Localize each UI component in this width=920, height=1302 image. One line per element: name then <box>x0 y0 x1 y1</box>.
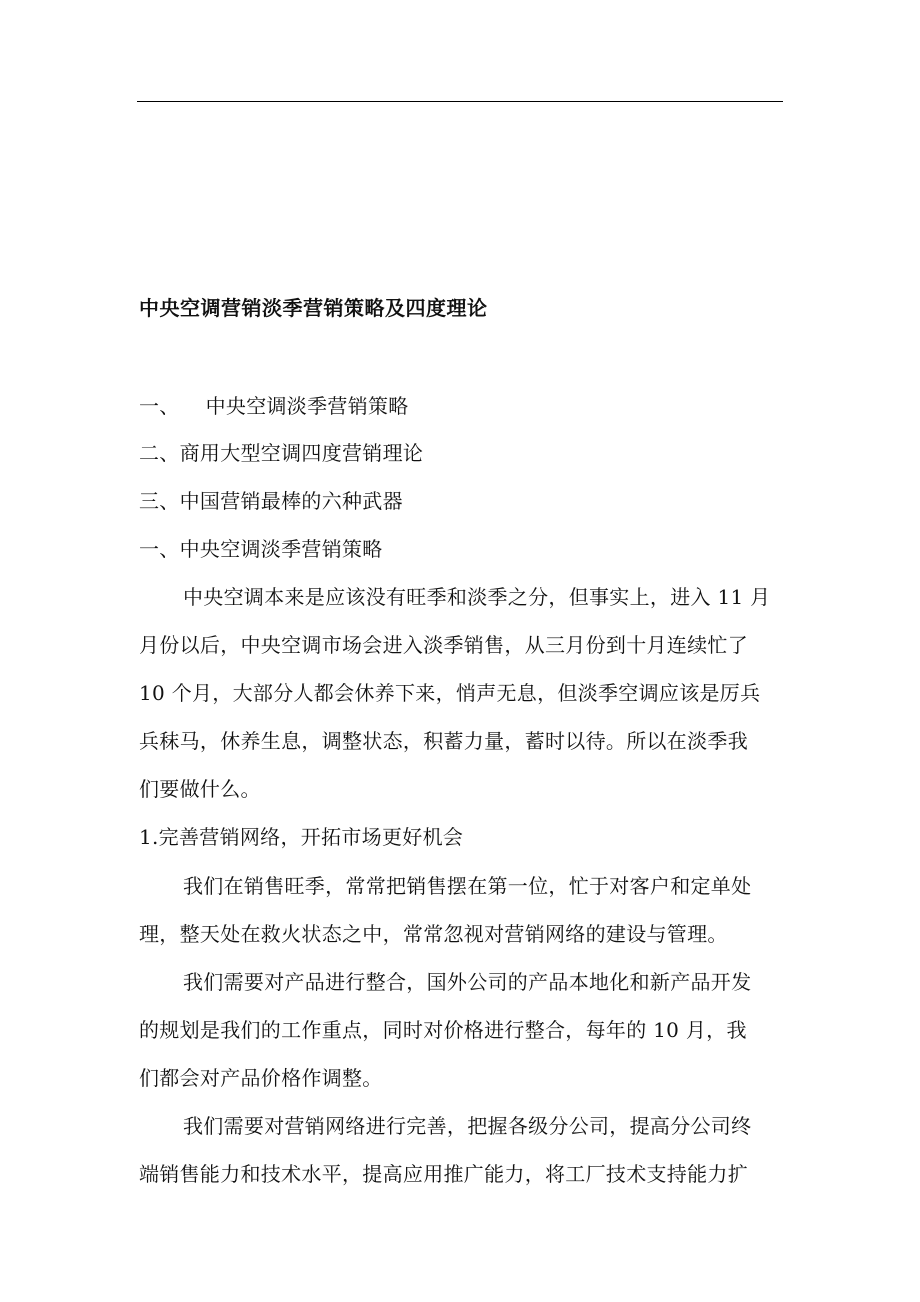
header-rule <box>137 101 783 102</box>
toc-item-label: 中国营销最棒的六种武器 <box>179 489 403 513</box>
toc-item-2[interactable] <box>139 441 423 465</box>
paragraph-line: 们要做什么。 <box>139 777 261 801</box>
paragraph-line: 月份以后，中央空调市场会进入淡季销售，从三月份到十月连续忙了 <box>139 633 748 657</box>
paragraph-line: 我们在销售旺季，常常把销售摆在第一位，忙于对客户和定单处 <box>183 874 752 898</box>
paragraph-line: 的规划是我们的工作重点，同时对价格进行整合，每年的 10 月，我 <box>139 1018 747 1042</box>
paragraph-line: 理，整天处在救火状态之中，常常忽视对营销网络的建设与管理。 <box>139 922 728 946</box>
toc-item-label: 中央空调淡季营销策略 <box>205 394 409 418</box>
paragraph-line: 我们需要对营销网络进行完善，把握各级分公司，提高分公司终 <box>183 1114 752 1138</box>
toc-item-1[interactable] <box>139 394 409 418</box>
toc-item-label: 商用大型空调四度营销理论 <box>179 441 424 465</box>
paragraph-line: 兵秣马，休养生息，调整状态，积蓄力量，蓄时以待。所以在淡季我 <box>139 729 748 753</box>
toc-item-number: 二、 <box>139 441 180 465</box>
subheading: 1.完善营销网络，开拓市场更好机会 <box>139 825 464 849</box>
paragraph-line: 端销售能力和技术水平，提高应用推广能力，将工厂技术支持能力扩 <box>139 1162 748 1186</box>
toc-item-3[interactable] <box>139 489 403 513</box>
paragraph-line: 们都会对产品价格作调整。 <box>139 1066 383 1090</box>
paragraph-line: 中央空调本来是应该没有旺季和淡季之分，但事实上，进入 11 月 <box>183 585 771 609</box>
document-title: 中央空调营销淡季营销策略及四度理论 <box>139 296 488 320</box>
paragraph-line: 我们需要对产品进行整合，国外公司的产品本地化和新产品开发 <box>183 970 752 994</box>
toc-item-number: 一、 <box>139 394 180 418</box>
paragraph-line: 10 个月，大部分人都会休养下来，悄声无息，但淡季空调应该是厉兵 <box>139 681 761 705</box>
section-heading: 一、中央空调淡季营销策略 <box>139 537 383 561</box>
toc-item-number: 三、 <box>139 489 180 513</box>
